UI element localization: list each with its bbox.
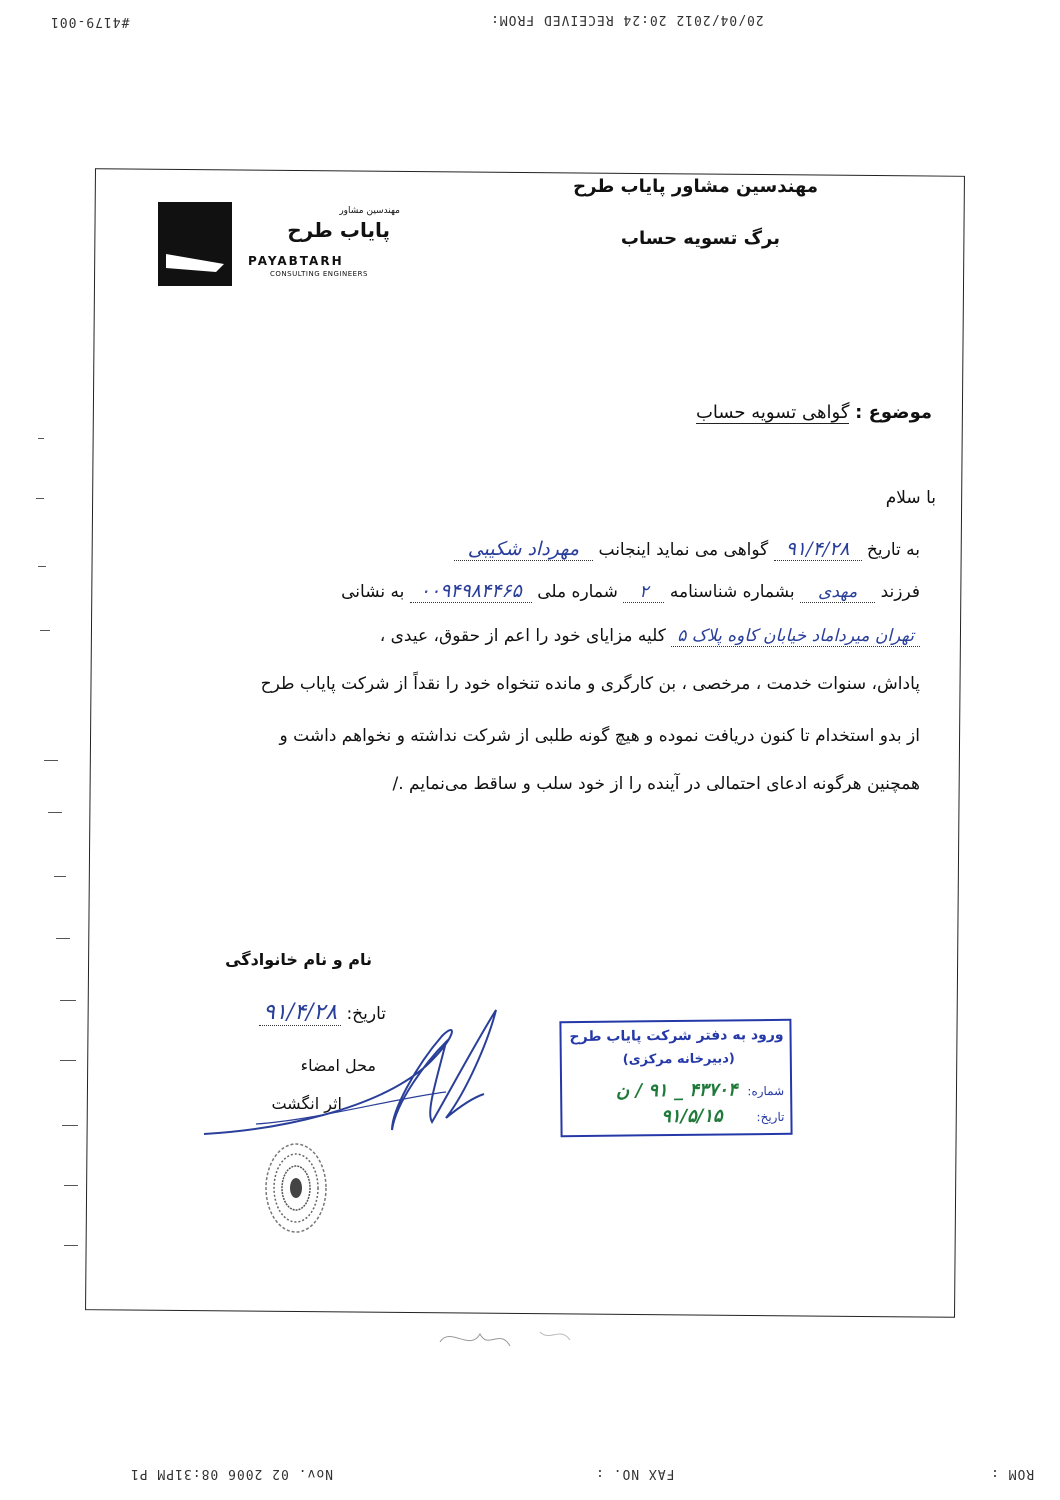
margin-tick [38, 566, 46, 567]
logo-en-sub: CONSULTING ENGINEERS [270, 270, 368, 278]
margin-tick [44, 760, 58, 761]
stamp-subtitle: (دبیرخانه مرکزی) [622, 1051, 735, 1068]
margin-tick [64, 1245, 78, 1246]
fax-top-header: 20/04/2012 20:24 RECEIVED FROM: [490, 12, 764, 27]
signature-date-label: تاریخ: [346, 1004, 386, 1024]
thumbprint [256, 1136, 336, 1240]
logo-stroke-icon [158, 202, 232, 286]
body-text: بشماره شناسنامه [669, 582, 795, 602]
name-label: نام و نام خانوادگی [225, 950, 372, 969]
handwritten-name: مهرداد شکیبی [454, 538, 593, 561]
margin-tick [54, 876, 66, 877]
logo-en-name: PAYABTARH [248, 254, 344, 268]
margin-tick [40, 630, 50, 631]
body-line-2 [341, 580, 920, 602]
margin-tick [60, 1060, 76, 1061]
logo-fa-name: پایاب طرح [287, 218, 390, 242]
body-text: کلیه مزایای خود را اعم از حقوق، عیدی ، [379, 626, 666, 646]
signature-scribble [196, 1002, 526, 1152]
body-text: شماره ملی [537, 582, 618, 602]
body-line-6: همچنین هرگونه ادعای احتمالی در آینده را از خود سلب و ساقط می‌نمایم ./ [392, 774, 920, 794]
body-text: فرزند [880, 582, 920, 602]
company-title: مهندسین مشاور پایاب طرح [573, 176, 818, 197]
stamp-number-label: شماره: [747, 1083, 785, 1099]
body-line-1 [454, 538, 920, 560]
registration-stamp [559, 1019, 792, 1137]
stamp-title: ورود به دفتر شرکت پایاب طرح [569, 1026, 784, 1046]
greeting: با سلام [885, 488, 936, 508]
logo-fa-small: مهندسین مشاور [339, 206, 400, 216]
margin-tick [64, 1185, 78, 1186]
margin-tick [60, 1000, 76, 1001]
margin-tick [38, 438, 44, 439]
body-text: گواهی می نماید اینجانب [598, 540, 769, 560]
body-text: به نشانی [341, 582, 405, 602]
logo-mark [158, 202, 232, 286]
body-paragraph [150, 530, 920, 850]
subject-value: گواهی تسویه حساب [695, 402, 850, 423]
sign-place-label: محل امضاء [300, 1056, 376, 1075]
fax-top-code: #4179-001 [50, 14, 130, 29]
fax-bottom-datetime: Nov. 02 2006 08:31PM P1 [130, 1466, 334, 1481]
body-line-4: پاداش، سنوات خدمت ، مرخصی ، بن کارگری و مانده تنخواه خود را نقداً از شرکت پایاب طرح [260, 674, 920, 694]
subject-line [660, 402, 932, 423]
body-line-3 [380, 626, 920, 646]
signature-date-value: ۹۱/۴/۲۸ [259, 1000, 341, 1026]
margin-tick [56, 938, 70, 939]
body-text: به تاریخ [866, 540, 920, 560]
handwritten-national-id: ۰۰۹۴۹۸۴۴۶۵ [410, 580, 532, 603]
margin-tick [62, 1125, 78, 1126]
margin-tick [36, 498, 44, 499]
stamp-date-value: ۹۱/۵/۱۵ [661, 1105, 723, 1128]
form-title: برگ تسویه حساب [620, 228, 780, 249]
margin-tick [48, 812, 62, 813]
stamp-date-row [570, 1105, 784, 1128]
subject-label: موضوع : [855, 402, 932, 423]
handwritten-address: تهران میرداماد خیابان کاوه پلاک ۵ [671, 626, 920, 647]
handwritten-idno: ۲ [623, 582, 664, 603]
stamp-number-row [570, 1079, 784, 1102]
handwritten-date: ۹۱/۴/۲۸ [774, 538, 862, 561]
fax-bottom-right: ROM : [990, 1466, 1035, 1481]
bottom-smudge [430, 1322, 580, 1362]
stamp-number-value: ۴۳۷۰۴ _ ۹۱ / ن [615, 1079, 738, 1102]
handwritten-father: مهدی [800, 582, 875, 603]
fax-bottom-faxno: FAX NO. : [595, 1466, 675, 1481]
thumbprint-label: اثر انگشت [271, 1094, 342, 1113]
stamp-date-label: تاریخ: [756, 1109, 785, 1125]
body-line-5: از بدو استخدام تا کنون دریافت نموده و هیچ گونه طلبی از شرکت نداشته و نخواهم داشت و [279, 726, 920, 746]
